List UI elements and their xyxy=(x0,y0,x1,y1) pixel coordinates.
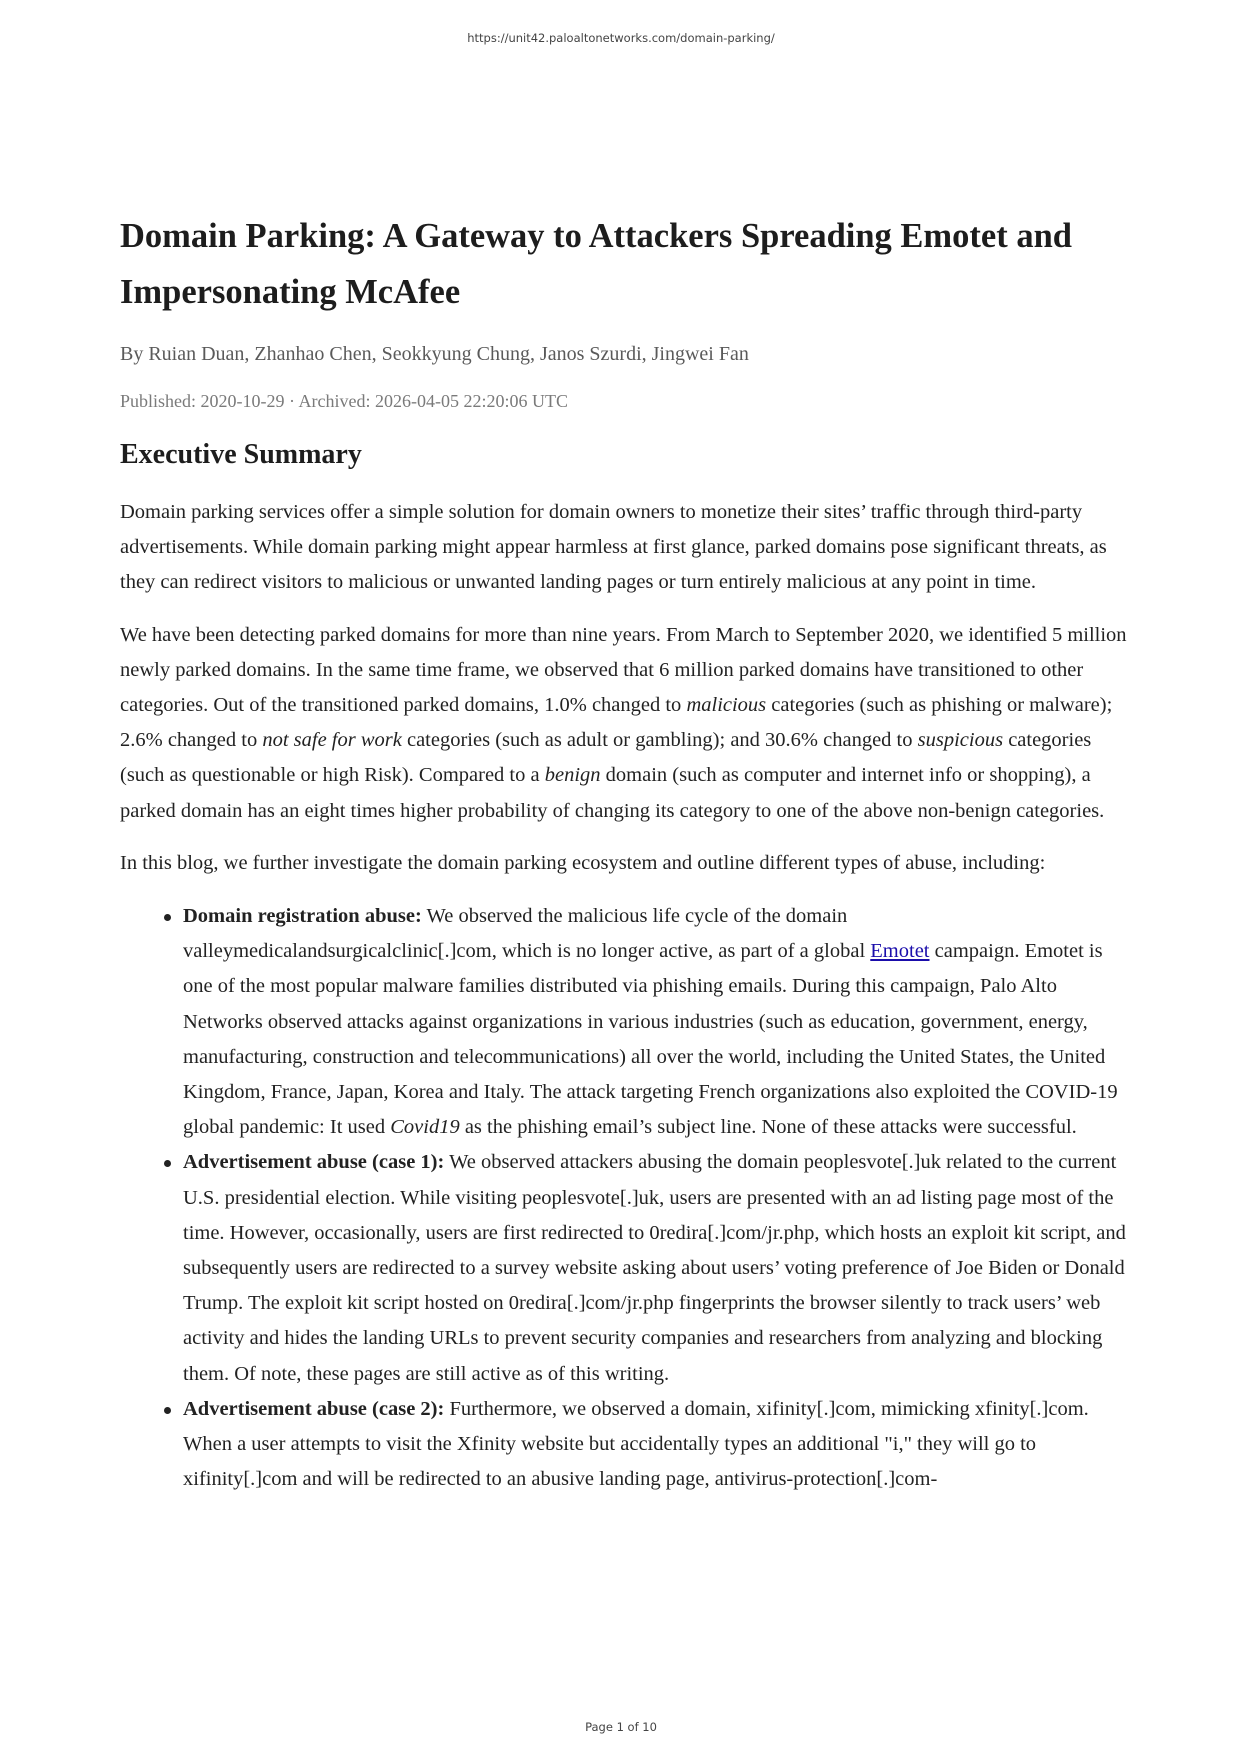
emphasis-text: benign xyxy=(544,764,601,787)
emphasis-text: malicious xyxy=(686,694,767,717)
emphasis-text: not safe for work xyxy=(262,729,402,752)
list-item xyxy=(183,1145,1130,1391)
paragraph-list-intro: In this blog, we further investigate the domain parking ecosystem and outline different types of abuse, including: xyxy=(120,851,1046,874)
article-title: Domain Parking: A Gateway to Attackers Spreading Emotet and Impersonating McAfee xyxy=(120,217,1072,311)
list-item xyxy=(183,899,1130,1145)
abuse-list xyxy=(120,899,1130,1497)
text-run: Furthermore, we observed a domain, xifinity[.]com, mimicking xfinity[.]com. When a user attempts to visit the Xfinity website but accidentally types an additional "i," they will go to xifinity[.]com and will be redirected to an abusive landing page, antivirus-protection[.]com- xyxy=(183,1397,1089,1491)
page-number: Page 1 of 10 xyxy=(585,1720,657,1734)
list-item-label: Domain registration abuse: xyxy=(183,905,422,928)
article-byline: By Ruian Duan, Zhanhao Chen, Seokkyung Chung, Janos Szurdi, Jingwei Fan xyxy=(120,343,749,365)
text-run: as the phishing email’s subject line. None of these attacks were successful. xyxy=(459,1116,1077,1139)
article xyxy=(120,208,1130,1497)
emotet-link[interactable]: Emotet xyxy=(870,940,930,963)
list-item-label: Advertisement abuse (case 1): xyxy=(183,1151,445,1174)
text-run: We have been detecting parked domains for more than nine years. From March to September 2020, we identified 5 million newly parked domains. In the same time frame, we observed that 6 million parked domains have transitioned to other categories. Out of the transitioned parked domains, 1.0% changed to xyxy=(120,623,1127,717)
paragraph-statistics xyxy=(120,618,1130,829)
text-run: We observed the malicious life cycle of the domain valleymedicalandsurgicalclinic[.]com, which is no longer active, as part of a global xyxy=(183,905,871,963)
paragraph-intro: Domain parking services offer a simple solution for domain owners to monetize their sites’ traffic through third-party advertisements. While domain parking might appear harmless at first glance, parked domains pose significant threats, as they can redirect visitors to malicious or unwanted landing pages or turn entirely malicious at any point in time. xyxy=(120,501,1107,594)
page-url-header: https://unit42.paloaltonetworks.com/domain-parking/ xyxy=(467,31,775,45)
text-run: campaign. Emotet is one of the most popular malware families distributed via phishing emails. During this campaign, Palo Alto Networks observed attacks against organizations in various industries (such as education, government, energy, manufacturing, construction and telecommunications) all over the world, including the United States, the United Kingdom, France, Japan, Korea and Italy. The attack targeting French organizations also exploited the COVID-19 global pandemic: It used xyxy=(183,940,1118,1139)
list-item xyxy=(183,1392,1130,1498)
text-run: categories (such as questionable or high Risk). Compared to a xyxy=(120,729,1092,787)
emphasis-text: Covid19 xyxy=(390,1116,460,1139)
section-heading: Executive Summary xyxy=(120,439,362,470)
text-run: We observed attackers abusing the domain peoplesvote[.]uk related to the current U.S. presidential election. While visiting peoplesvote[.]uk, users are presented with an ad listing page most of the time. However, occasionally, users are first redirected to 0redira[.]com/jr.php, which hosts an exploit kit script, and subsequently users are redirected to a survey website asking about users’ voting preference of Joe Biden or Donald Trump. The exploit kit script hosted on 0redira[.]com/jr.php fingerprints the browser silently to track users’ web activity and hides the landing URLs to prevent security companies and researchers from analyzing and blocking them. Of note, these pages are still active as of this writing. xyxy=(183,1151,1126,1385)
text-run: categories (such as phishing or malware); 2.6% changed to xyxy=(120,694,1113,752)
text-run: categories (such as adult or gambling); and 30.6% changed to xyxy=(401,729,918,752)
list-item-label: Advertisement abuse (case 2): xyxy=(183,1397,445,1420)
article-meta: Published: 2020-10-29 · Archived: 2026-04-05 22:20:06 UTC xyxy=(120,391,568,411)
text-run: domain (such as computer and internet info or shopping), a parked domain has an eight times higher probability of changing its category to one of the above non-benign categories. xyxy=(120,764,1105,822)
emphasis-text: suspicious xyxy=(917,729,1004,752)
